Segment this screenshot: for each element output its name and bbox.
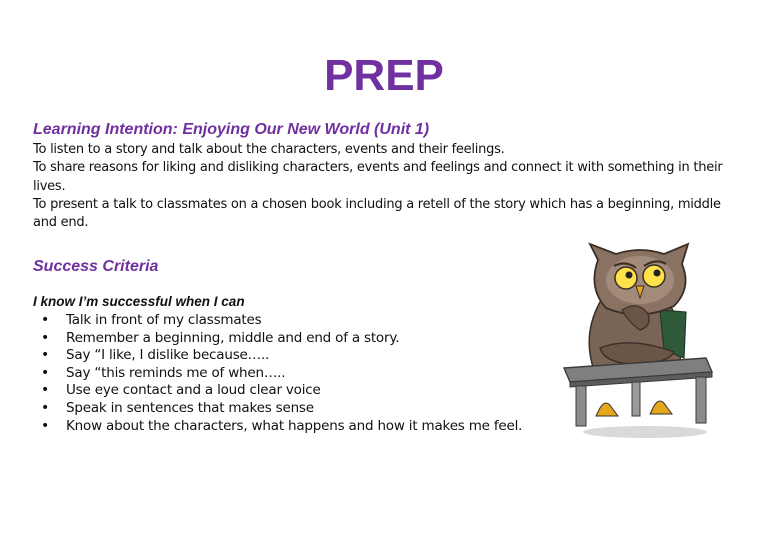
list-item [33, 400, 522, 418]
list-item [33, 418, 522, 436]
bullet-icon: • [41, 312, 50, 328]
criteria-text: Say “I like, I dislike because….. [66, 347, 270, 364]
learning-intention-body [33, 141, 745, 232]
intention-line: To present a talk to classmates on a chosen book including a retell of the story which has a beginning, middle and end. [33, 196, 721, 231]
bullet-icon: • [41, 399, 50, 416]
criteria-text: Say “this reminds me of when….. [66, 364, 286, 381]
criteria-text: Remember a beginning, middle and end of a story. [66, 329, 400, 346]
learning-intention-heading: Learning Intention: Enjoying Our New World (Unit 1) [33, 121, 430, 138]
success-criteria-lead: I know I’m successful when I can [33, 294, 245, 309]
owl-at-desk-illustration [560, 240, 720, 445]
list-item [33, 347, 522, 365]
success-criteria-list [33, 312, 522, 435]
list-item [33, 330, 522, 348]
bullet-icon: • [41, 382, 50, 399]
criteria-text: Use eye contact and a loud clear voice [66, 382, 321, 399]
list-item [33, 312, 522, 330]
intention-line: To share reasons for liking and disliking characters, events and feelings and connect it with something in their lives. [33, 160, 723, 194]
page-title: PREP [324, 51, 444, 100]
bullet-icon: • [41, 417, 50, 434]
intention-line: To listen to a story and talk about the characters, events and their feelings. [33, 142, 505, 157]
bullet-icon: • [41, 329, 50, 346]
bullet-icon: • [41, 364, 50, 381]
bullet-icon: • [41, 347, 50, 364]
success-criteria-heading: Success Criteria [33, 258, 159, 275]
list-item [33, 365, 522, 383]
list-item [33, 382, 522, 400]
criteria-text: Speak in sentences that makes sense [66, 399, 314, 416]
criteria-text: Talk in front of my classmates [66, 312, 262, 328]
criteria-text: Know about the characters, what happens and how it makes me feel. [66, 417, 523, 434]
